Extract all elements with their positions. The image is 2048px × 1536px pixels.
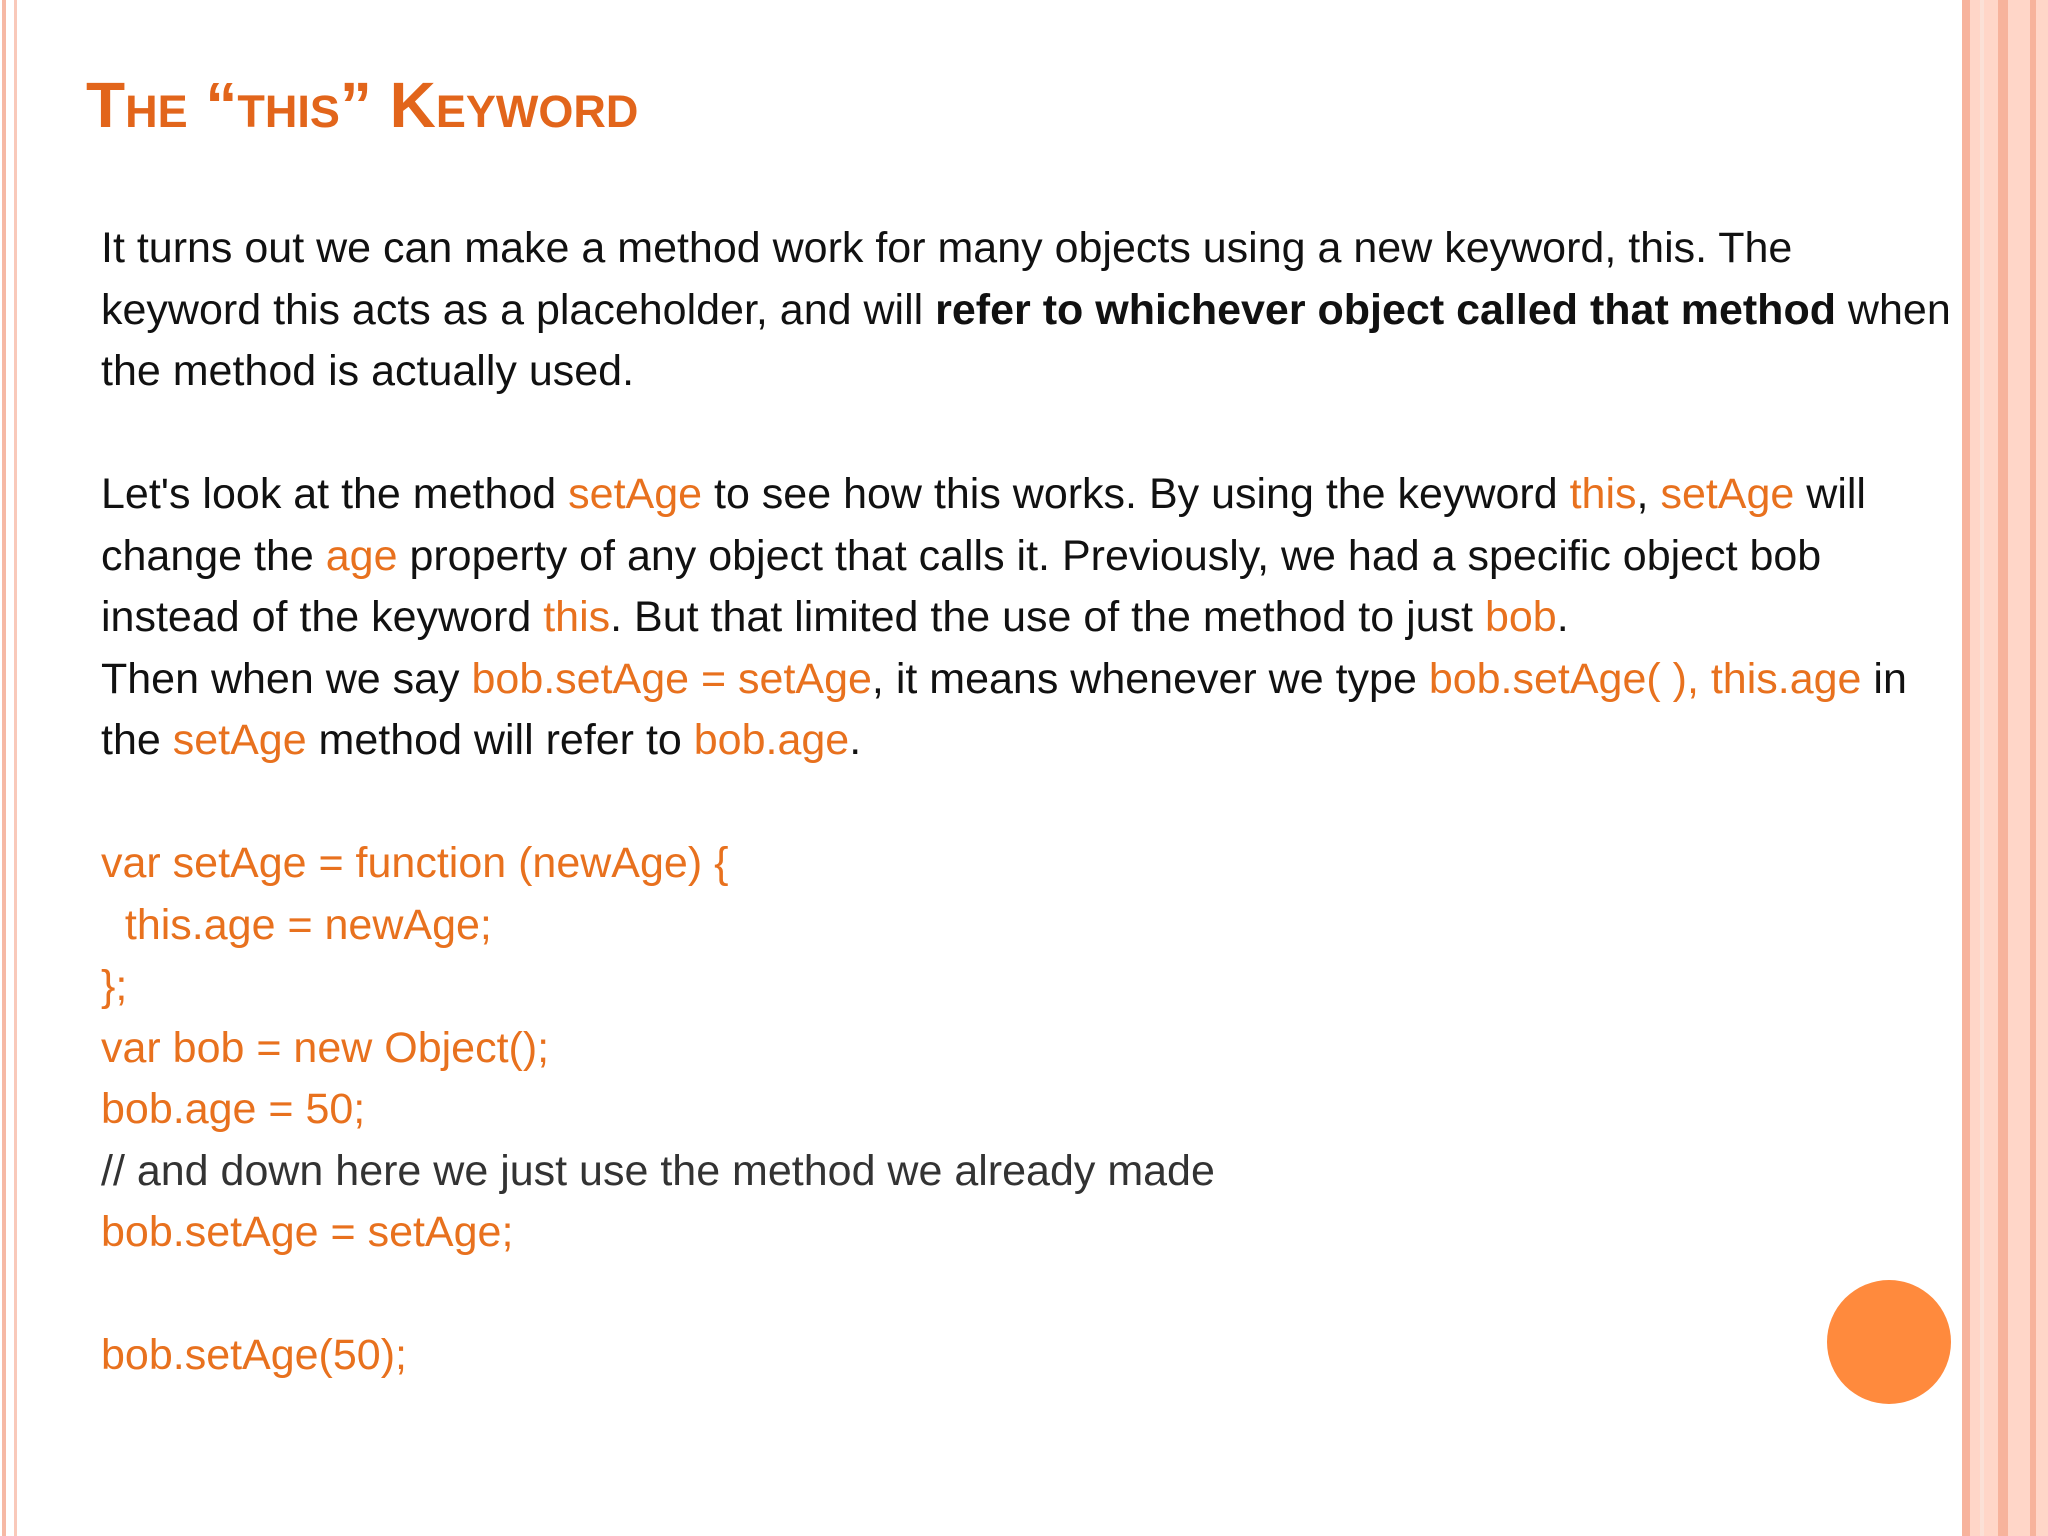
intro-bold-text: refer to whichever object called that method (935, 285, 1836, 334)
right-border-stripe (1980, 0, 1984, 1536)
setage-text: Let's look at the method (101, 470, 569, 518)
intro-text-end: when the method is actually used. (101, 285, 1951, 395)
code-line: var bob = new Object(); (101, 1023, 550, 1072)
this-highlight: this (1569, 470, 1637, 518)
then-text: in the (101, 654, 1907, 764)
code-block (101, 833, 1951, 1387)
setage-text: will change the (101, 470, 1866, 580)
left-border-line-inner (14, 0, 17, 1536)
setage-text: . But that limited the use of the method to just (610, 593, 1485, 641)
right-border-stripe (1962, 0, 1970, 1536)
setage-text: . (1556, 593, 1569, 641)
code-line: bob.age = 50; (101, 1085, 366, 1133)
accent-circle-decoration (1827, 1280, 1951, 1404)
paragraph-intro (101, 218, 1951, 403)
setage-highlight: setAge (1660, 470, 1795, 518)
paragraph-gap (101, 403, 1951, 465)
left-border-line (2, 0, 6, 1536)
assignment-highlight: bob.setAge = setAge (471, 654, 872, 703)
setage-text: to see how this works. By using the keyword (702, 470, 1570, 518)
setage-text: , (1636, 470, 1661, 518)
setage-highlight: setAge (568, 470, 703, 518)
right-border-stripe (2030, 0, 2036, 1536)
slide-title: The “this” Keyword (86, 69, 639, 141)
paragraph-setage (101, 464, 1951, 649)
code-line: bob.setAge = setAge; (101, 1208, 514, 1256)
setage-highlight: setAge (172, 716, 307, 764)
code-line: bob.setAge(50); (101, 1331, 407, 1379)
call-highlight: bob.setAge( ), this.age (1428, 654, 1862, 703)
code-line: var setAge = function (newAge) { (101, 839, 729, 887)
code-line: this.age = newAge; (101, 900, 492, 949)
code-line: }; (101, 962, 128, 1010)
code-blank-line (101, 1264, 1951, 1326)
this-highlight: this (543, 593, 611, 641)
right-border-stripe (1998, 0, 2008, 1536)
then-text: Then when we say (101, 654, 472, 703)
intro-text: It turns out we can make a method work for many objects using a new keyword, this. The keyword this acts as a placeholder, and will (101, 224, 1793, 334)
code-comment-line: // and down here we just use the method we already made (101, 1146, 1215, 1195)
setage-text: property of any object that calls it. Previously, we had a specific object bob instead of the keyword (101, 531, 1822, 641)
bob-age-highlight: bob.age (693, 716, 850, 764)
bob-highlight: bob (1484, 593, 1557, 641)
paragraph-then (101, 649, 1951, 772)
age-highlight: age (325, 531, 398, 580)
then-text: , it means whenever we type (871, 654, 1429, 703)
then-text: method will refer to (306, 716, 694, 764)
paragraph-gap (101, 772, 1951, 834)
slide-body (101, 218, 1951, 1387)
then-text: . (849, 716, 862, 764)
